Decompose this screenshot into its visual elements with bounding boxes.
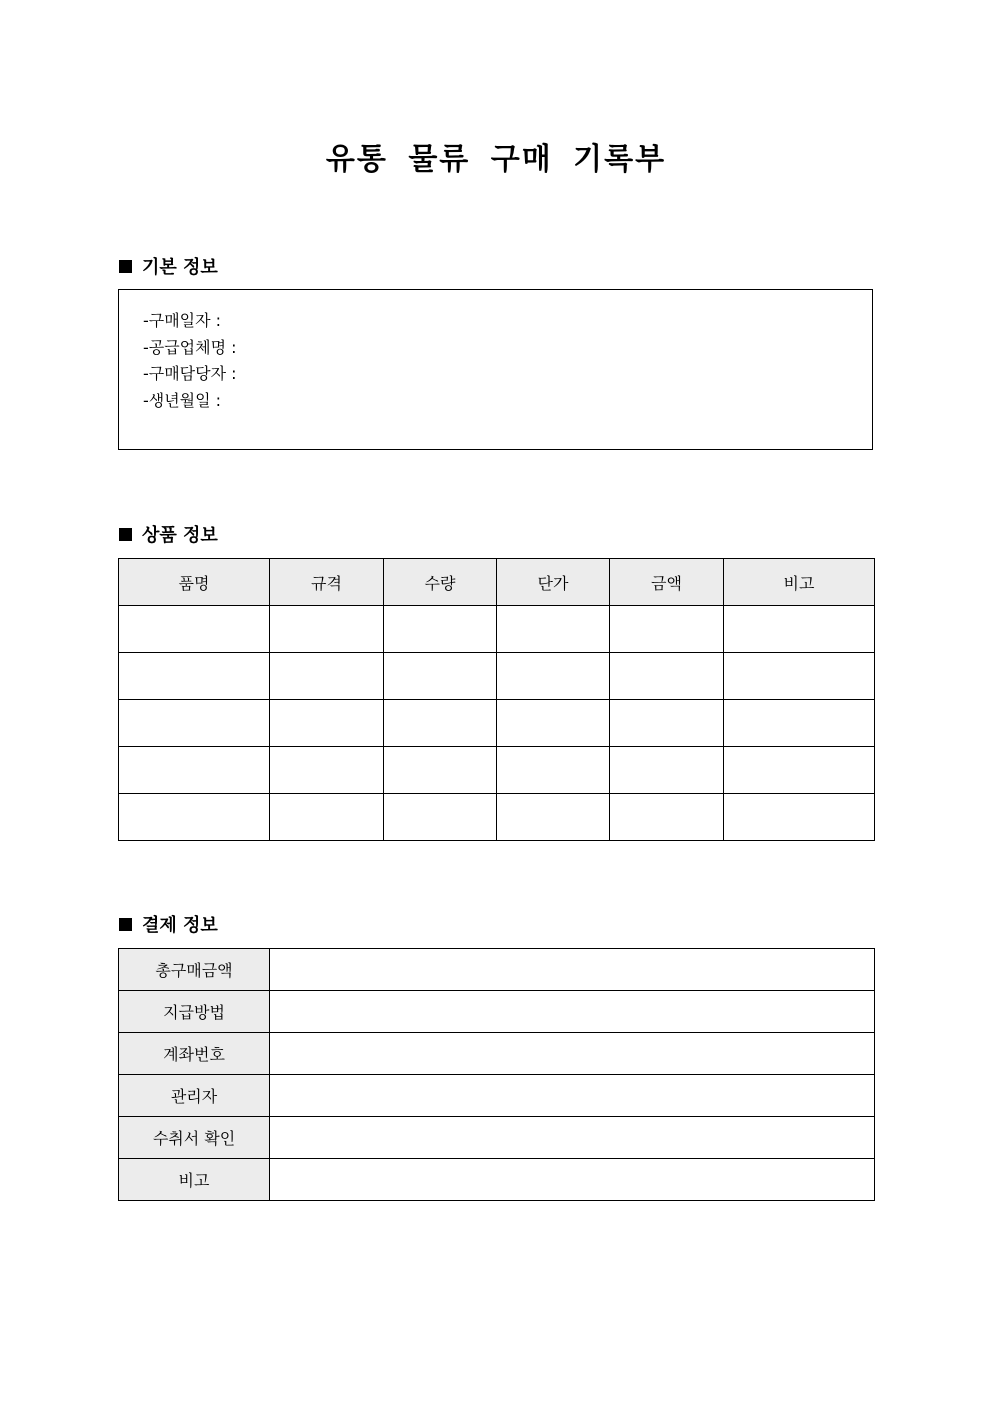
purchase-date-field[interactable]: -구매일자 : <box>143 311 222 330</box>
table-cell[interactable] <box>384 606 497 653</box>
table-cell[interactable] <box>610 700 724 747</box>
column-header: 비고 <box>724 559 875 606</box>
payment-table <box>118 948 875 1201</box>
table-row <box>119 700 875 747</box>
table-row <box>119 1159 875 1201</box>
basic-info-heading <box>119 253 218 279</box>
table-cell[interactable] <box>497 747 610 794</box>
table-cell[interactable] <box>724 794 875 841</box>
table-cell[interactable] <box>724 747 875 794</box>
table-cell[interactable] <box>724 700 875 747</box>
column-header: 수량 <box>384 559 497 606</box>
total-amount-value[interactable] <box>270 949 875 991</box>
table-cell[interactable] <box>270 653 384 700</box>
square-bullet-icon <box>119 260 132 273</box>
product-table-header <box>119 559 875 606</box>
table-cell[interactable] <box>119 606 270 653</box>
table-cell[interactable] <box>724 653 875 700</box>
account-number-value[interactable] <box>270 1033 875 1075</box>
table-cell[interactable] <box>119 700 270 747</box>
manager-label: 관리자 <box>119 1075 270 1117</box>
payment-info-heading <box>119 911 218 937</box>
product-info-heading-text: 상품 정보 <box>142 525 218 546</box>
table-cell[interactable] <box>119 794 270 841</box>
table-cell[interactable] <box>497 606 610 653</box>
table-row <box>119 991 875 1033</box>
receipt-check-label: 수취서 확인 <box>119 1117 270 1159</box>
column-header: 금액 <box>610 559 724 606</box>
basic-info-box <box>118 289 873 450</box>
payment-method-label: 지급방법 <box>119 991 270 1033</box>
total-amount-label: 총구매금액 <box>119 949 270 991</box>
table-cell[interactable] <box>610 794 724 841</box>
square-bullet-icon <box>119 918 132 931</box>
table-cell[interactable] <box>270 700 384 747</box>
table-cell[interactable] <box>270 794 384 841</box>
table-cell[interactable] <box>270 606 384 653</box>
table-cell[interactable] <box>384 747 497 794</box>
table-row <box>119 653 875 700</box>
square-bullet-icon <box>119 528 132 541</box>
table-cell[interactable] <box>384 653 497 700</box>
table-cell[interactable] <box>119 747 270 794</box>
manager-value[interactable] <box>270 1075 875 1117</box>
table-row <box>119 1033 875 1075</box>
remarks-label: 비고 <box>119 1159 270 1201</box>
table-cell[interactable] <box>724 606 875 653</box>
payment-info-heading-text: 결제 정보 <box>142 915 218 936</box>
product-info-heading <box>119 521 218 547</box>
table-row <box>119 606 875 653</box>
table-cell[interactable] <box>610 747 724 794</box>
birth-date-field[interactable]: -생년월일 : <box>143 390 222 410</box>
table-row <box>119 794 875 841</box>
table-row <box>119 949 875 991</box>
account-number-label: 계좌번호 <box>119 1033 270 1075</box>
table-cell[interactable] <box>384 700 497 747</box>
table-cell[interactable] <box>610 653 724 700</box>
remarks-value[interactable] <box>270 1159 875 1201</box>
column-header: 규격 <box>270 559 384 606</box>
document-title: 유통 물류 구매 기록부 <box>325 142 667 177</box>
payment-method-value[interactable] <box>270 991 875 1033</box>
table-cell[interactable] <box>270 747 384 794</box>
table-row <box>119 1117 875 1159</box>
product-table <box>118 558 875 841</box>
table-cell[interactable] <box>384 794 497 841</box>
table-cell[interactable] <box>497 653 610 700</box>
table-cell[interactable] <box>610 606 724 653</box>
table-row <box>119 1075 875 1117</box>
purchase-manager-field[interactable]: -구매담당자 : <box>143 364 237 383</box>
supplier-name-field[interactable]: -공급업체명 : <box>143 337 237 357</box>
basic-info-heading-text: 기본 정보 <box>142 257 218 278</box>
table-cell[interactable] <box>119 653 270 700</box>
receipt-check-value[interactable] <box>270 1117 875 1159</box>
column-header: 단가 <box>497 559 610 606</box>
column-header: 품명 <box>119 559 270 606</box>
table-row <box>119 747 875 794</box>
table-cell[interactable] <box>497 700 610 747</box>
table-cell[interactable] <box>497 794 610 841</box>
